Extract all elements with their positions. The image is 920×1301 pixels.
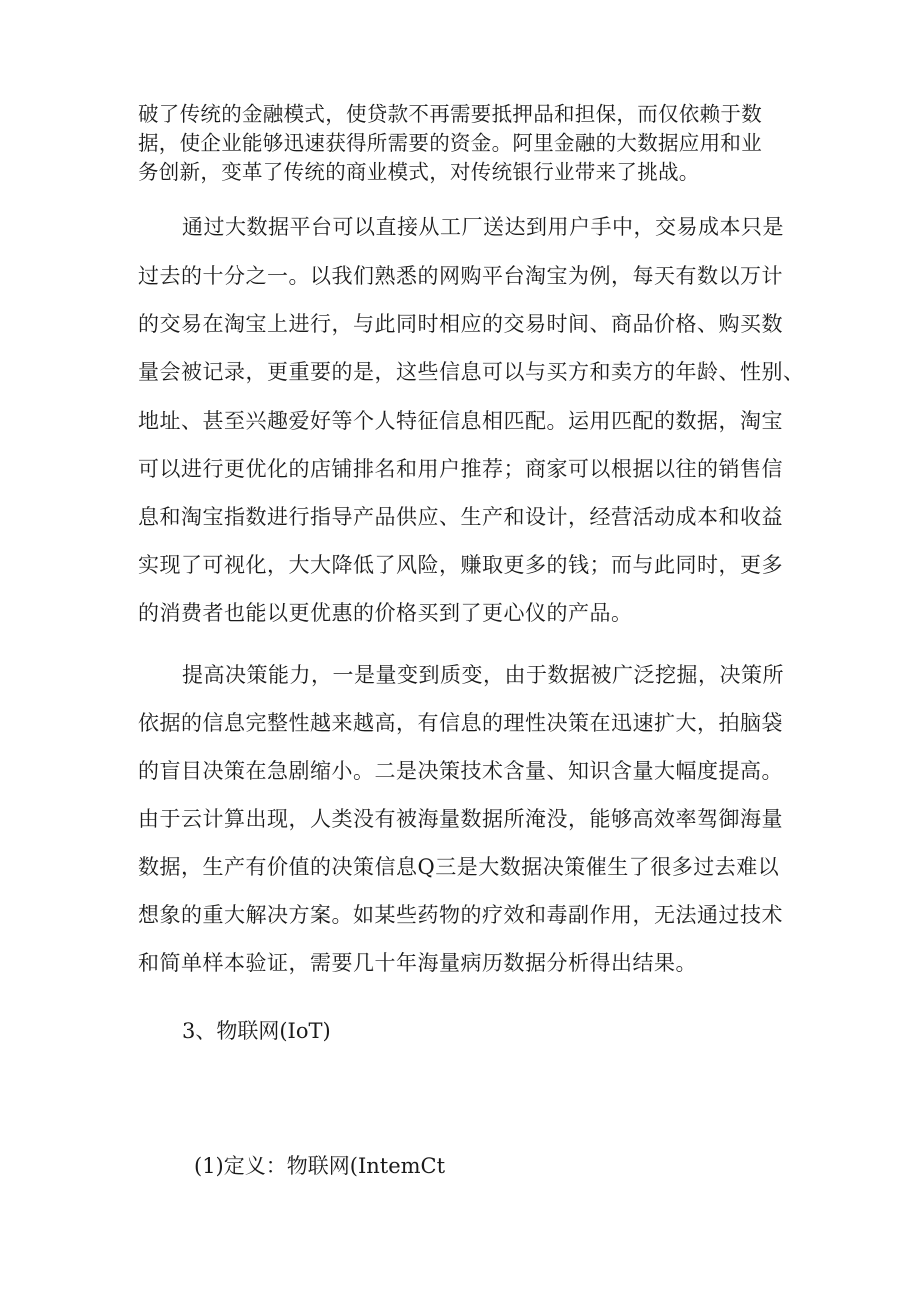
text-line: 的盲目决策在急剧缩小。二是决策技术含量、知识含量大幅度提高。 <box>138 759 783 783</box>
text-line: 过去的十分之一。以我们熟悉的网购平台淘宝为例，每天有数以万计 <box>138 264 783 288</box>
text-line: 务创新，变革了传统的商业模式，对传统银行业带来了挑战。 <box>138 160 700 184</box>
text-line: 想象的重大解决方案。如某些药物的疗效和毒副作用，无法通过技术 <box>138 903 783 927</box>
text-line: 破了传统的金融模式，使贷款不再需要抵押品和担保，而仅依赖于数 <box>138 102 762 126</box>
text-line: 的交易在淘宝上进行，与此同时相应的交易时间、商品价格、购买数 <box>138 312 783 336</box>
text-line: 地址、甚至兴趣爱好等个人特征信息相匹配。运用匹配的数据，淘宝 <box>138 409 783 433</box>
text-line: 通过大数据平台可以直接从工厂送达到用户手中，交易成本只是 <box>182 215 784 239</box>
definition-heading: (1)定义：物联网(IntemCt <box>194 1154 446 1178</box>
text-line: 实现了可视化，大大降低了风险，赚取更多的钱；而与此同时，更多 <box>138 553 783 577</box>
text-line: 据，使企业能够迅速获得所需要的资金。阿里金融的大数据应用和业 <box>138 131 762 155</box>
text-line: 息和淘宝指数进行指导产品供应、生产和设计，经营活动成本和收益 <box>138 505 783 529</box>
text-line: 提高决策能力，一是量变到质变，由于数据被广泛挖掘，决策所 <box>182 663 784 687</box>
text-line: 依据的信息完整性越来越高，有信息的理性决策在迅速扩大，拍脑袋 <box>138 711 783 735</box>
text-line: 量会被记录，更重要的是，这些信息可以与买方和卖方的年龄、性别、 <box>138 360 805 384</box>
text-line: 的消费者也能以更优惠的价格买到了更心仪的产品。 <box>138 601 633 625</box>
text-line: 和简单样本验证，需要几十年海量病历数据分析得出结果。 <box>138 951 697 975</box>
text-line: 数据，生产有价值的决策信息Q三是大数据决策催生了很多过去难以 <box>138 855 780 879</box>
text-line: 由于云计算出现，人类没有被海量数据所淹没，能够高效率驾御海量 <box>138 807 783 831</box>
text-line: 可以进行更优化的店铺排名和用户推荐；商家可以根据以往的销售信 <box>138 457 783 481</box>
section-heading: 3、物联网(IoT) <box>182 1019 331 1043</box>
